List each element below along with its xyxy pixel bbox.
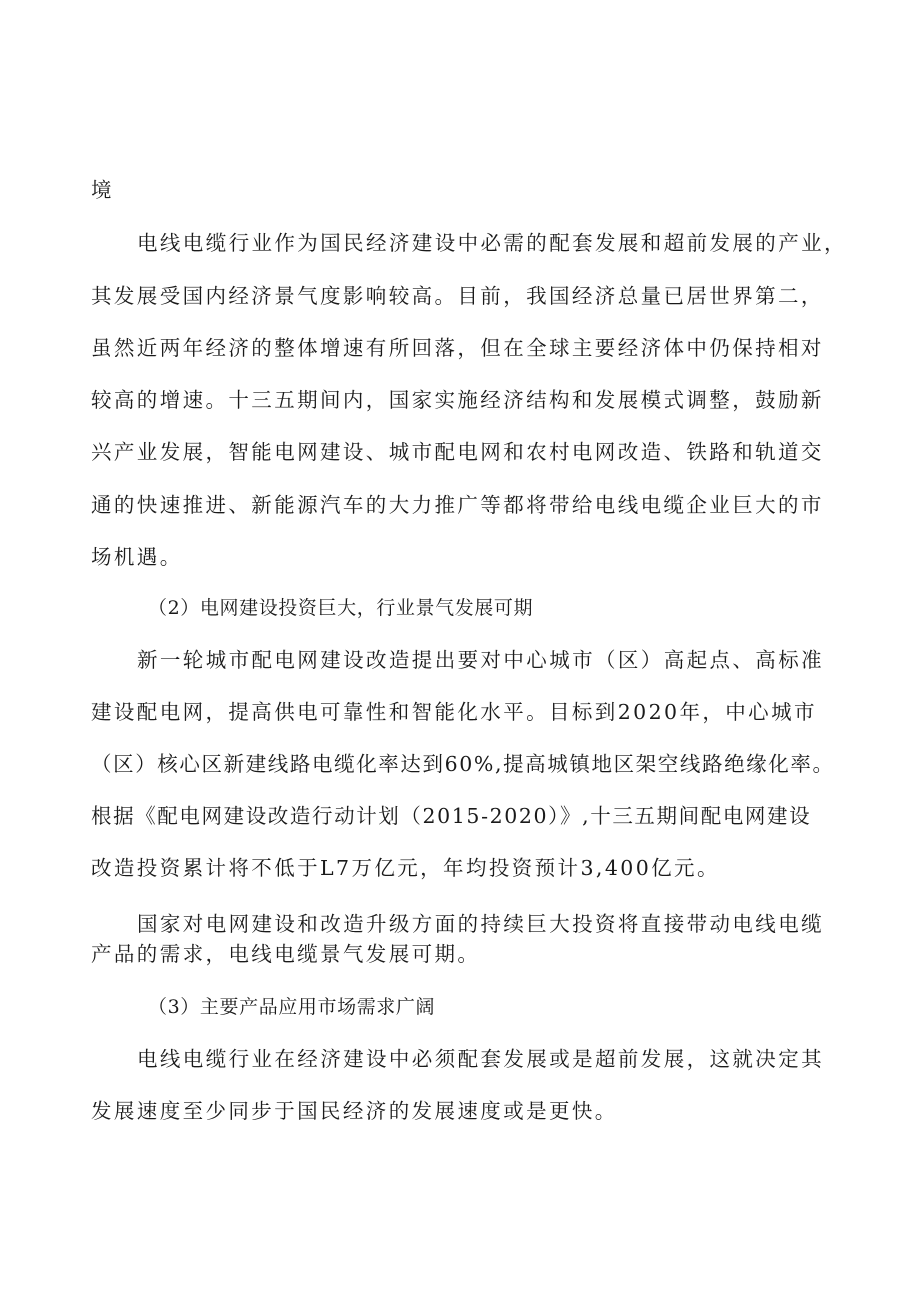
paragraph-line: 国家对电网建设和改造升级方面的持续巨大投资将直接带动电线电缆: [137, 912, 824, 936]
section-heading: （3）主要产品应用市场需求广阔: [148, 996, 436, 1018]
paragraph-line: 兴产业发展，智能电网建设、城市配电网和农村电网改造、铁路和轨道交: [91, 440, 824, 464]
paragraph-line: 其发展受国内经济景气度影响较高。目前，我国经济总量已居世界第二，: [91, 284, 824, 308]
paragraph-fragment: 境: [91, 178, 114, 202]
paragraph-line: 通的快速推进、新能源汽车的大力推广等都将带给电线电缆企业巨大的市: [91, 493, 824, 517]
paragraph-line: 根据《配电网建设改造行动计划（2015-2020）》,十三五期间配电网建设: [91, 804, 812, 828]
paragraph-line: （区）核心区新建线路电缆化率达到60%,提高城镇地区架空线路绝缘化率。: [91, 752, 835, 776]
paragraph-line: 虽然近两年经济的整体增速有所回落，但在全球主要经济体中仍保持相对: [91, 336, 824, 360]
paragraph-line: 电线电缆行业作为国民经济建设中必需的配套发展和超前发展的产业，: [137, 231, 847, 255]
paragraph-line: 发展速度至少同步于国民经济的发展速度或是更快。: [91, 1099, 618, 1123]
section-heading: （2）电网建设投资巨大，行业景气发展可期: [148, 597, 534, 619]
paragraph-line: 产品的需求，电线电缆景气发展可期。: [91, 942, 481, 966]
paragraph-line: 电线电缆行业在经济建设中必须配套发展或是超前发展，这就决定其: [137, 1047, 824, 1071]
paragraph-line: 建设配电网，提高供电可靠性和智能化水平。目标到2020年，中心城市: [91, 700, 817, 724]
paragraph-line: 场机遇。: [91, 545, 183, 569]
paragraph-line: 新一轮城市配电网建设改造提出要对中心城市（区）高起点、高标准: [137, 648, 824, 672]
paragraph-line: 较高的增速。十三五期间内，国家实施经济结构和发展模式调整，鼓励新: [91, 388, 824, 412]
paragraph-line: 改造投资累计将不低于L7万亿元，年均投资预计3,400亿元。: [91, 856, 720, 880]
